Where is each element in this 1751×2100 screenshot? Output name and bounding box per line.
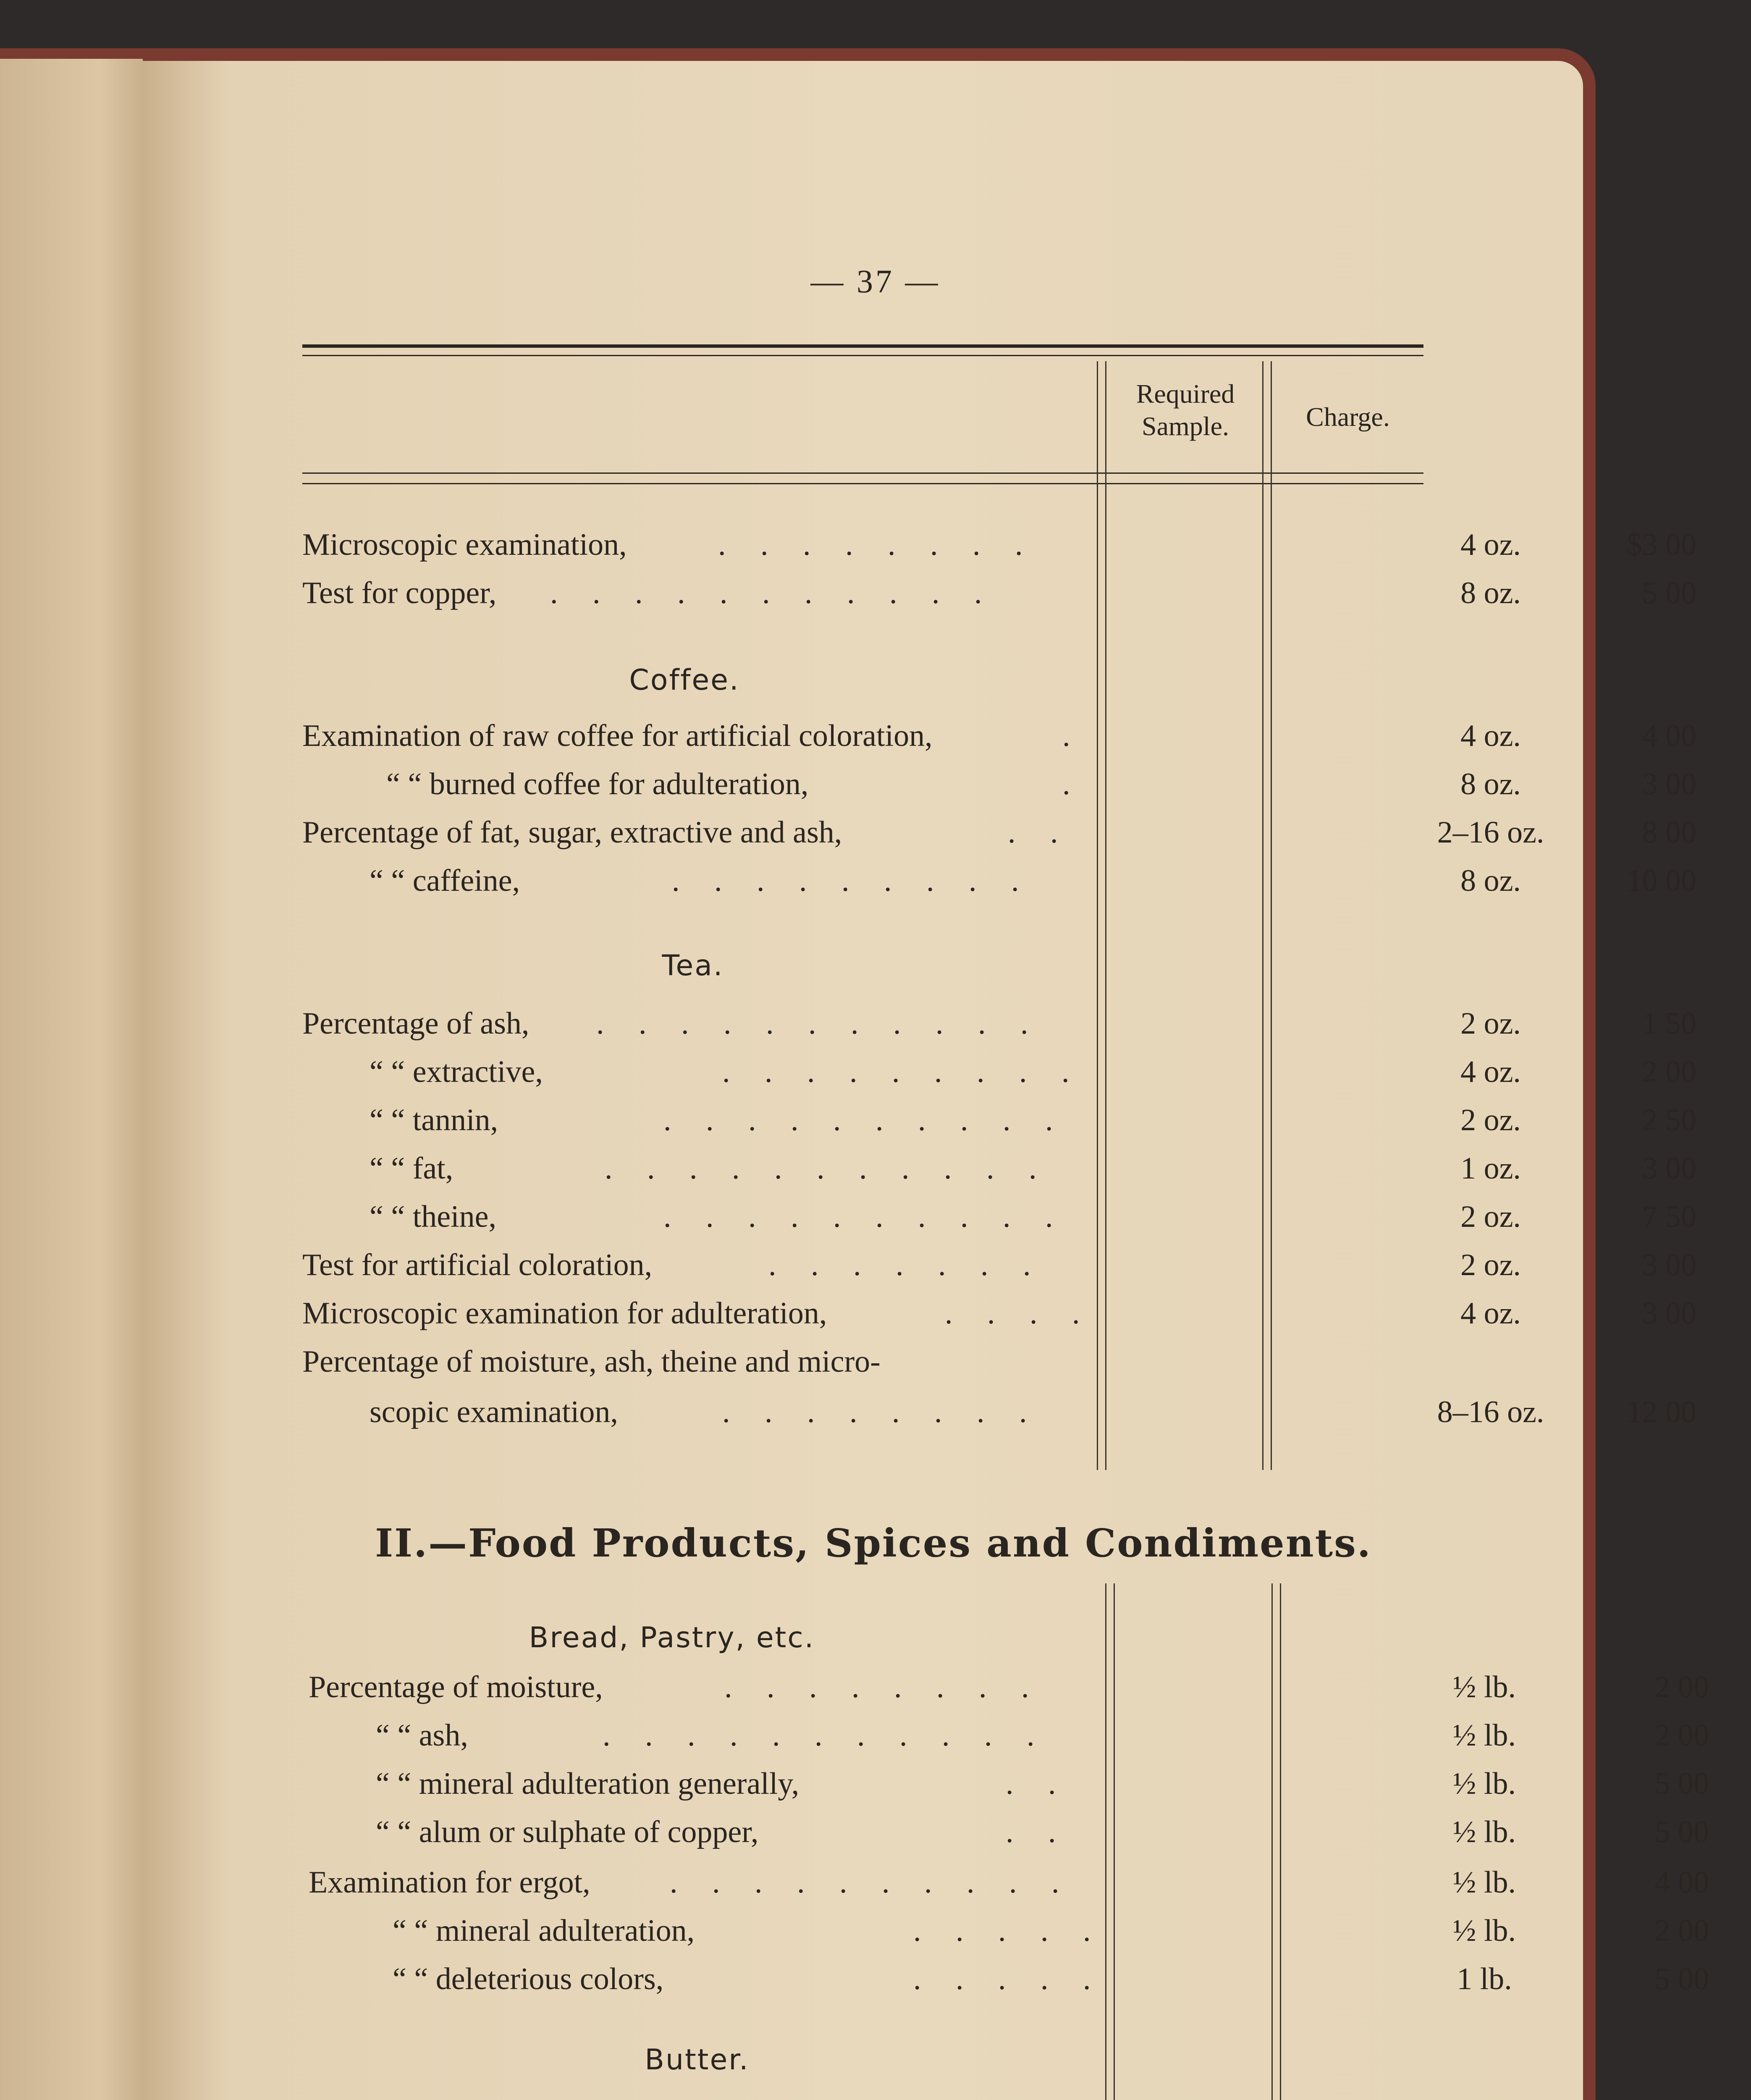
section-heading-coffee: Coffee.	[629, 664, 740, 697]
left-page-edge	[0, 59, 143, 2100]
column-divider	[1262, 361, 1263, 1470]
column-divider	[1271, 361, 1272, 1470]
section-heading-bread: Bread, Pastry, etc.	[529, 1621, 815, 1654]
column-divider	[1105, 361, 1106, 1470]
header-rule-top-thin	[302, 355, 1423, 356]
section-heading-tea: Tea.	[662, 949, 724, 982]
column-header-charge: Charge.	[1306, 402, 1390, 432]
header-rule-bottom-thin	[302, 483, 1423, 484]
column-header-sample: Required Sample.	[1136, 379, 1235, 441]
column-divider	[1114, 1583, 1115, 2100]
page-number: — 37 —	[810, 263, 941, 299]
section-heading-butter: Butter.	[645, 2043, 750, 2076]
column-divider	[1271, 1583, 1273, 2100]
section-title: II.—Food Products, Spices and Condiments.	[375, 1520, 1372, 1566]
header-rule-bottom	[302, 472, 1423, 474]
column-divider	[1097, 361, 1098, 1470]
column-divider	[1280, 1583, 1281, 2100]
header-rule-top	[302, 344, 1423, 348]
column-divider	[1105, 1583, 1106, 2100]
